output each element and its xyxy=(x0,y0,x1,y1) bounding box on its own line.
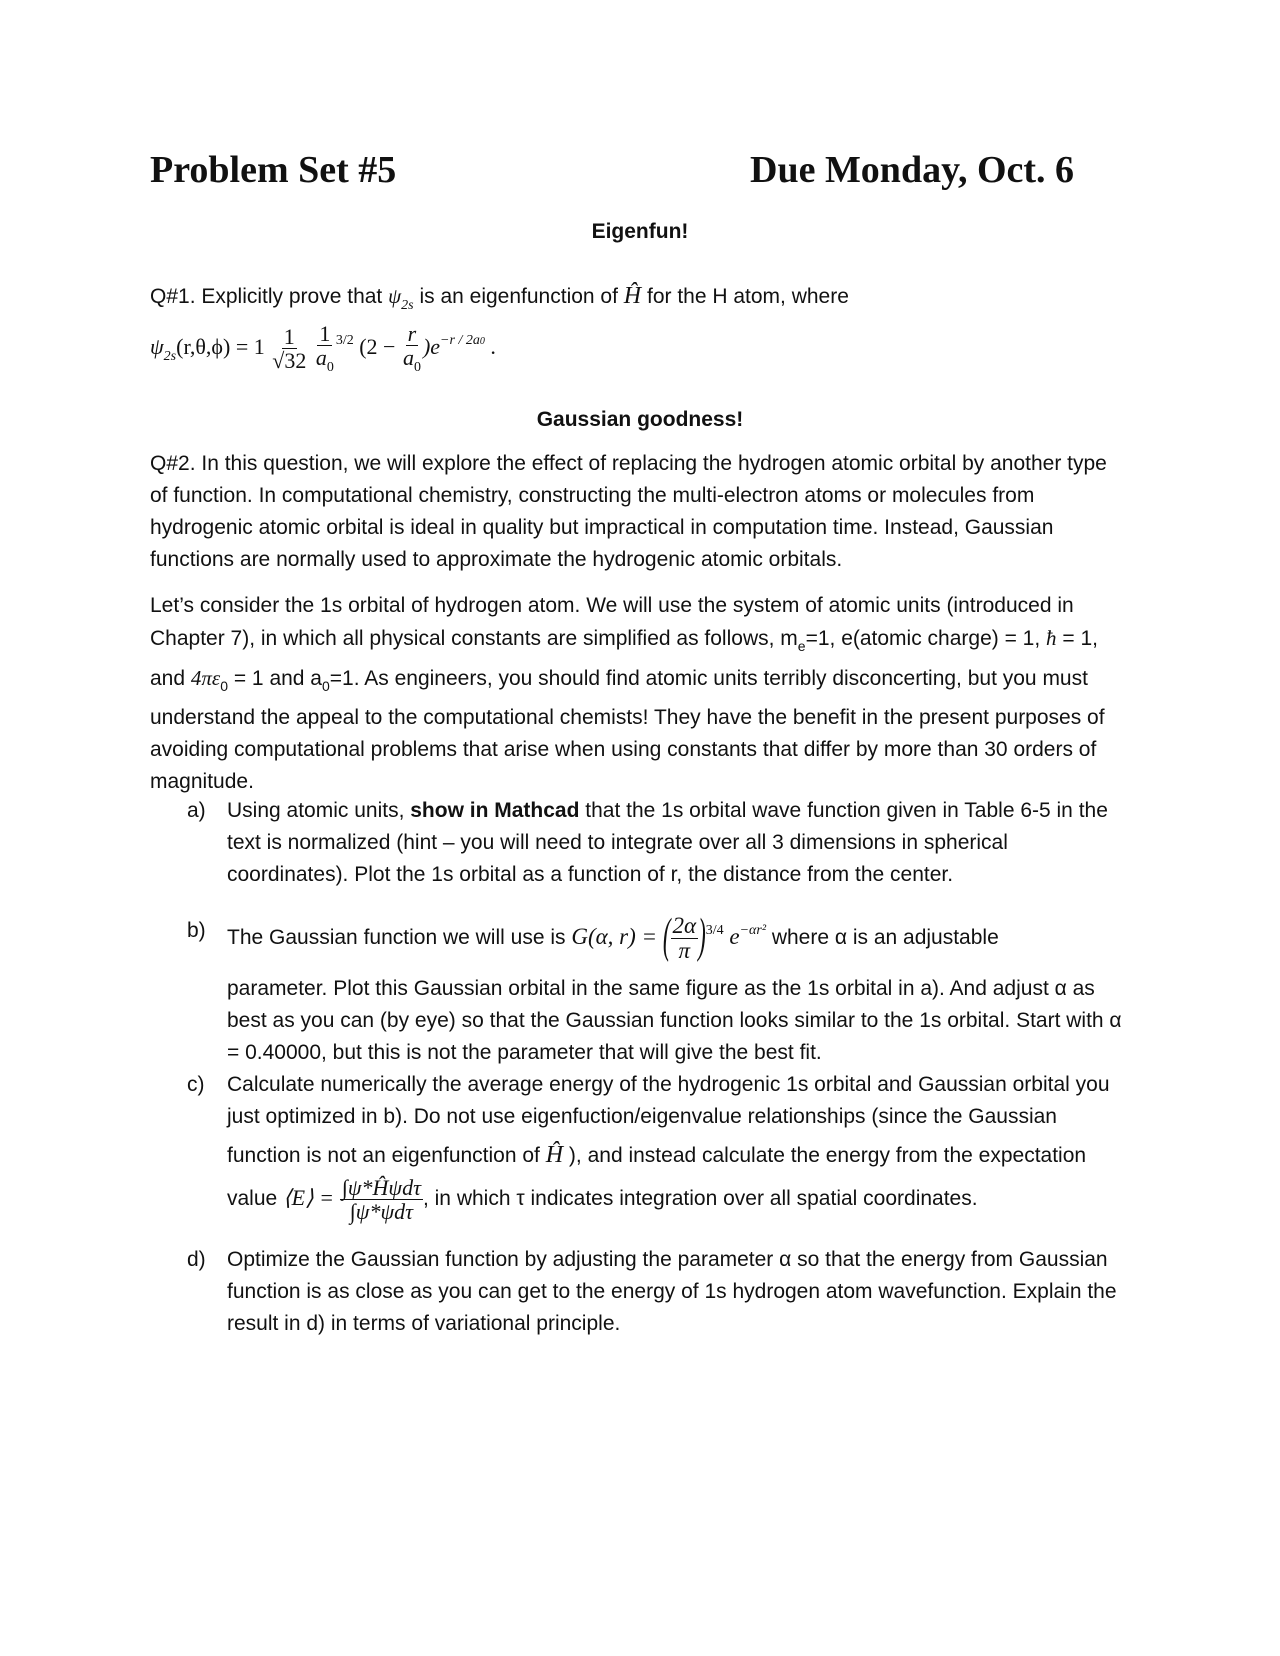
item-b-continuation: parameter. Plot this Gaussian orbital in the same figure as the 1s orbital in a). And adjust α as best as you can (by eye) so that the Gaussian function looks similar to the 1s orbital. Start with α = 0.40000, but this is not the parameter that will give the best fit. xyxy=(227,977,1122,1065)
due-date: Due Monday, Oct. 6 xyxy=(750,149,1075,191)
atomic-units-paragraph: Let’s consider the 1s orbital of hydrogen atom. We will use the system of atomic units (introduced in Chapter 7), in which all physical constants are simplified as follows, $m_e=1$, e(atomic charge) = 1, ħ = 1, and $4\pi\varepsilon_0 = 1$ and $a_0=1$. As engineers, you should find atomic units terribly disconcerting, but you must understand the appeal to the computational chemists! They have the benefit in the present purposes of avoiding computational problems that arise when using constants that differ by more than 30 orders of magnitude. xyxy=(150,594,1105,793)
section-title-gaussian: Gaussian goodness! xyxy=(536,408,744,431)
psi-symbol: $\psi_{2s}$ xyxy=(388,284,414,313)
item-c: c) Calculate numerically the average energy of the hydrogenic 1s orbital and Gaussian orbital you just optimized in b). Do not use eigenfuction/eigenvalue relationships (since the Gaussian function is not an eigenfunction of Ĥ ), and instead calculate the energy from the expectation value ⟨E⟩ = $\frac{\text{∫ψ*Ĥψdτ}}{\text{∫ψ*ψdτ}}$ , in which τ indicates integration over all spatial coordinates. xyxy=(175,1069,1135,1223)
q1-post: for the H atom, where xyxy=(646,285,849,308)
expectation-value-formula: value ⟨E⟩ = $\frac{\text{∫ψ*Ĥψdτ}}{\text{∫ψ*ψdτ}}$ , in which τ indicates integration over all spatial coordinates. xyxy=(227,1175,978,1225)
q1-pre: Q#1. Explicitly prove that xyxy=(150,285,383,308)
item-d: d) Optimize the Gaussian function by adjusting the parameter α so that the energy from Gaussian function is as close as you can get to the energy of 1s hydrogen atom wavefunction. Explain the result in d) in terms of variational principle. xyxy=(187,1247,1117,1335)
item-a: a) Using atomic units, show in Mathcad that the 1s orbital wave function given in Table 6-5 in the text is normalized (hint – you will need to integrate over all 3 dimensions in spherical coordinates). Plot the 1s orbital as a function of r, the distance from the center. xyxy=(187,799,1108,886)
gaussian-function: G(α, r) = ( $\frac{2\alpha}{\pi}$ )$^{3/4}$ $e^{-\alpha r^2}$ xyxy=(571,909,767,964)
section-title-eigenfun: Eigenfun! xyxy=(591,220,689,243)
hamiltonian-symbol: Ĥ xyxy=(623,283,642,309)
problem-set-title: Problem Set #5 xyxy=(150,149,397,191)
hamiltonian-symbol-c: Ĥ xyxy=(545,1142,564,1169)
hbar-symbol: ħ xyxy=(1046,626,1057,650)
q1-statement xyxy=(150,280,1130,322)
question-list xyxy=(175,795,1135,1340)
psi-2s-equation: $\psi_{2s}(r,\theta,\phi) = 1$ $\frac{1}{√32}$ $\frac{1}{a_0}$ $^{3/2}$ (2 − $\frac{r}{a_0}$ )$e^{-r / 2a0}$ . xyxy=(150,321,496,376)
item-b: b) The Gaussian function we will use is G(α, r) = ( $\frac{2\alpha}{\pi}$ )$^{3/4}$ $e^{-\alpha r^2}$ where α is an adjustable xyxy=(187,909,999,964)
q1-mid: is an eigenfunction of xyxy=(419,285,618,308)
q2-intro-paragraph: Q#2. In this question, we will explore the effect of replacing the hydrogen atomic orbital by another type of function. In computational chemistry, constructing the multi-electron atoms or molecules from hydrogenic atomic orbital is ideal in quality but impractical in computation time. Instead, Gaussian functions are normally used to approximate the hydrogenic atomic orbitals. xyxy=(150,452,1107,571)
